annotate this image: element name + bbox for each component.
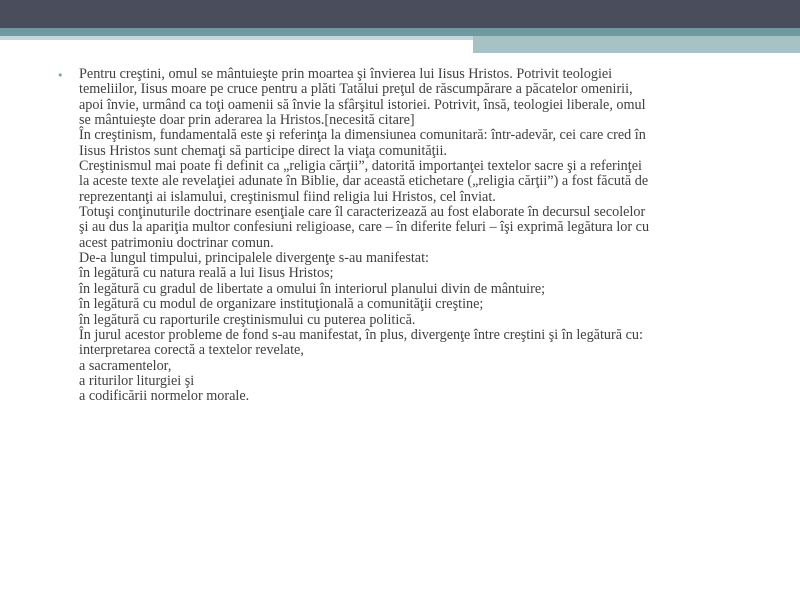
text-line: Totuşi conţinuturile doctrinare esenţiale care îl caracterizează au fost elaborate în decursul secolelor — [79, 204, 646, 221]
text-line: în legătură cu gradul de libertate a omului în interiorul planului divin de mântuire; — [79, 280, 546, 297]
text-line: în legătură cu modul de organizare instituţională a comunităţii creştine; — [79, 296, 484, 313]
text-line: reprezentanţi ai islamului, creştinismul fiind religia lui Hristos, cel înviat. — [79, 188, 496, 205]
light-accent-strip — [0, 36, 473, 40]
text-line: în legătură cu raporturile creştinismului cu puterea politică. — [79, 311, 416, 328]
text-line: a sacramentelor, — [79, 357, 172, 374]
text-line: De-a lungul timpului, principalele divergenţe s-au manifestat: — [79, 250, 429, 267]
text-line: Pentru creştini, omul se mântuieşte prin moartea şi învierea lui Iisus Hristos. Potrivit teologiei — [79, 66, 613, 82]
text-line: Creştinismul mai poate fi definit ca „religia cărţii”, datorită importanţei textelor sacre şi a referinţei — [79, 158, 642, 175]
body-text — [79, 67, 757, 405]
text-line: şi au dus la apariţia multor confesiuni religioase, care – în diferite feluri – îşi exprimă legătura lor cu — [79, 219, 650, 236]
text-line: a riturilor liturgiei şi — [79, 372, 195, 389]
text-line: a codificării normelor morale. — [79, 388, 250, 405]
accent-stripe — [0, 28, 800, 36]
header-bar — [0, 0, 800, 28]
text-line: apoi învie, urmând ca toţi oamenii să învie la sfârşitul istoriei. Potrivit, însă, teologiei liberale, omul — [79, 96, 646, 113]
text-line: acest patrimoniu doctrinar comun. — [79, 234, 274, 251]
bullet-icon: • — [57, 69, 64, 82]
text-line: se mântuieşte doar prin aderarea la Hristos.[necesită citare] — [79, 112, 415, 129]
text-line: interpretarea corectă a textelor revelate, — [79, 342, 304, 359]
slide-content — [57, 67, 757, 405]
accent-block — [473, 36, 800, 53]
text-line: În jurul acestor probleme de fond s-au manifestat, în plus, divergenţe între creştini şi în legătură cu: — [79, 326, 643, 343]
text-line: în legătură cu natura reală a lui Iisus Hristos; — [79, 265, 334, 282]
text-line: Iisus Hristos sunt chemaţi să participe direct la viaţa comunităţii. — [79, 142, 447, 159]
text-line: la aceste texte ale revelaţiei adunate în Biblie, dar această etichetare („religia cărţii”) a fost făcută de — [79, 173, 649, 190]
text-line: temeliilor, Iisus moare pe cruce pentru a plăti Tatălui preţul de răscumpărare a păcatelor omenirii, — [79, 81, 633, 98]
text-line: În creştinism, fundamentală este şi referinţa la dimensiunea comunitară: într-adevăr, cei care cred în — [79, 127, 646, 144]
